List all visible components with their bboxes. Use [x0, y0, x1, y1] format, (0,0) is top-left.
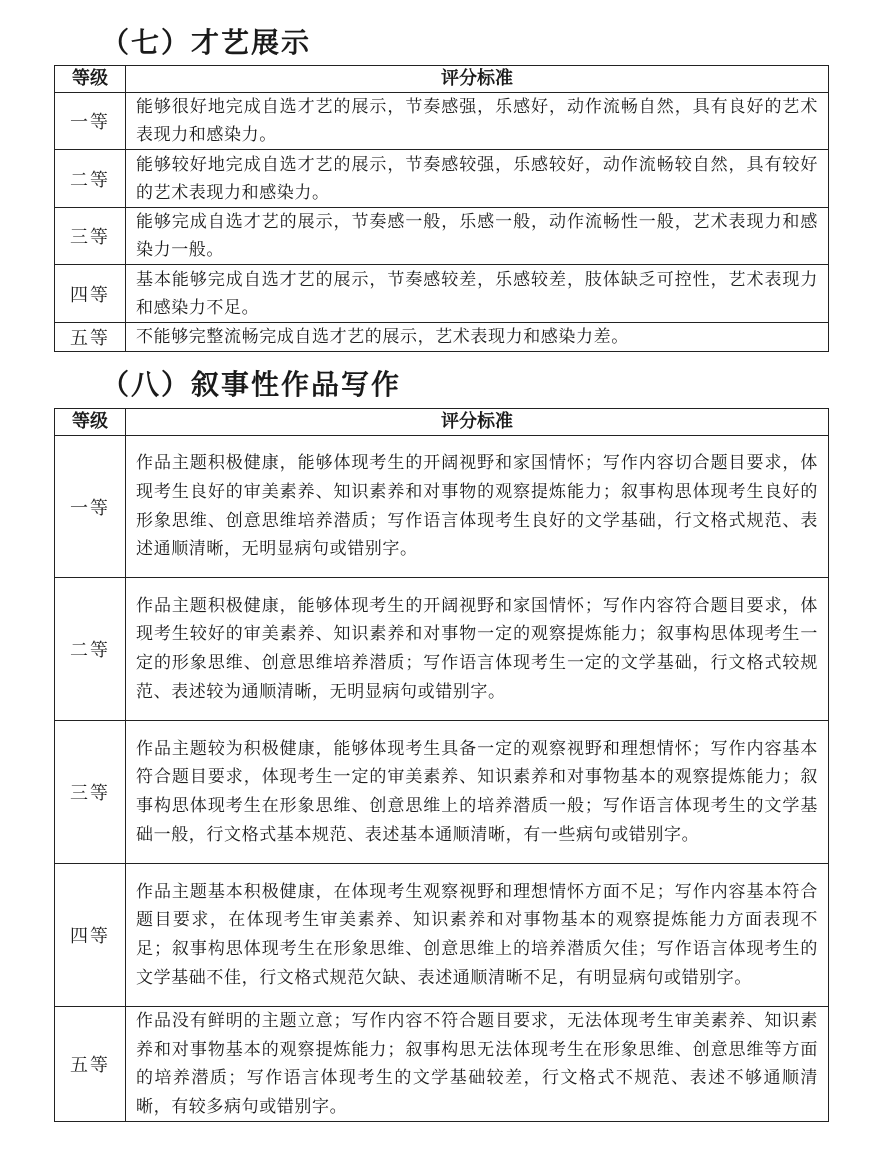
grade-cell: 三等	[55, 721, 126, 864]
grade-cell: 五等	[55, 1007, 126, 1122]
grade-cell: 三等	[55, 208, 126, 265]
talent-show-rubric-table	[54, 65, 829, 352]
criteria-cell: 作品没有鲜明的主题立意；写作内容不符合题目要求，无法体现考生审美素养、知识素养和对事物基本的观察提炼能力；叙事构思无法体现考生在形象思维、创意思维等方面的培养潜质；写作语言体现考生的文学基础较差，行文格式不规范、表述不够通顺清晰，有较多病句或错别字。	[126, 1007, 829, 1122]
table-row	[55, 1007, 829, 1122]
grade-cell: 二等	[55, 150, 126, 208]
section-title-talent-show: （七）才艺展示	[101, 26, 312, 59]
table-row	[55, 436, 829, 578]
table-row	[55, 208, 829, 265]
grade-cell: 五等	[55, 323, 126, 352]
section-title-narrative-writing: （八）叙事性作品写作	[101, 368, 402, 401]
table-header-row	[55, 409, 829, 436]
criteria-cell: 作品主题基本积极健康，在体现考生观察视野和理想情怀方面不足；写作内容基本符合题目要求，在体现考生审美素养、知识素养和对事物基本的观察提炼能力方面表现不足；叙事构思体现考生在形象思维、创意思维上的培养潜质欠佳；写作语言体现考生的文学基础不佳，行文格式规范欠缺、表述通顺清晰不足，有明显病句或错别字。	[126, 864, 829, 1007]
table-row	[55, 265, 829, 323]
grade-cell: 一等	[55, 436, 126, 578]
grade-column-header: 等级	[55, 66, 126, 93]
criteria-column-header: 评分标准	[126, 409, 829, 436]
grade-cell: 二等	[55, 578, 126, 721]
grade-cell: 四等	[55, 864, 126, 1007]
table-row	[55, 150, 829, 208]
grade-column-header: 等级	[55, 409, 126, 436]
criteria-cell: 能够完成自选才艺的展示，节奏感一般，乐感一般，动作流畅性一般，艺术表现力和感染力一般。	[126, 208, 829, 265]
table-row	[55, 864, 829, 1007]
narrative-writing-rubric-table	[54, 408, 829, 1122]
criteria-cell: 不能够完整流畅完成自选才艺的展示，艺术表现力和感染力差。	[126, 323, 829, 352]
criteria-cell: 作品主题积极健康，能够体现考生的开阔视野和家国情怀；写作内容切合题目要求，体现考生良好的审美素养、知识素养和对事物的观察提炼能力；叙事构思体现考生良好的形象思维、创意思维培养潜质；写作语言体现考生良好的文学基础，行文格式规范、表述通顺清晰，无明显病句或错别字。	[126, 436, 829, 578]
table-header-row	[55, 66, 829, 93]
table-row	[55, 323, 829, 352]
table-row	[55, 93, 829, 150]
grade-cell: 四等	[55, 265, 126, 323]
criteria-cell: 基本能够完成自选才艺的展示，节奏感较差，乐感较差，肢体缺乏可控性，艺术表现力和感染力不足。	[126, 265, 829, 323]
criteria-column-header: 评分标准	[126, 66, 829, 93]
grade-cell: 一等	[55, 93, 126, 150]
table-row	[55, 721, 829, 864]
criteria-cell: 能够较好地完成自选才艺的展示，节奏感较强，乐感较好，动作流畅较自然，具有较好的艺术表现力和感染力。	[126, 150, 829, 208]
criteria-cell: 作品主题积极健康，能够体现考生的开阔视野和家国情怀；写作内容符合题目要求，体现考生较好的审美素养、知识素养和对事物一定的观察提炼能力；叙事构思体现考生一定的形象思维、创意思维培养潜质；写作语言体现考生一定的文学基础，行文格式较规范、表述较为通顺清晰，无明显病句或错别字。	[126, 578, 829, 721]
criteria-cell: 能够很好地完成自选才艺的展示，节奏感强，乐感好，动作流畅自然，具有良好的艺术表现力和感染力。	[126, 93, 829, 150]
criteria-cell: 作品主题较为积极健康，能够体现考生具备一定的观察视野和理想情怀；写作内容基本符合题目要求，体现考生一定的审美素养、知识素养和对事物基本的观察提炼能力；叙事构思体现考生在形象思维、创意思维上的培养潜质一般；写作语言体现考生的文学基础一般，行文格式基本规范、表述基本通顺清晰，有一些病句或错别字。	[126, 721, 829, 864]
table-row	[55, 578, 829, 721]
